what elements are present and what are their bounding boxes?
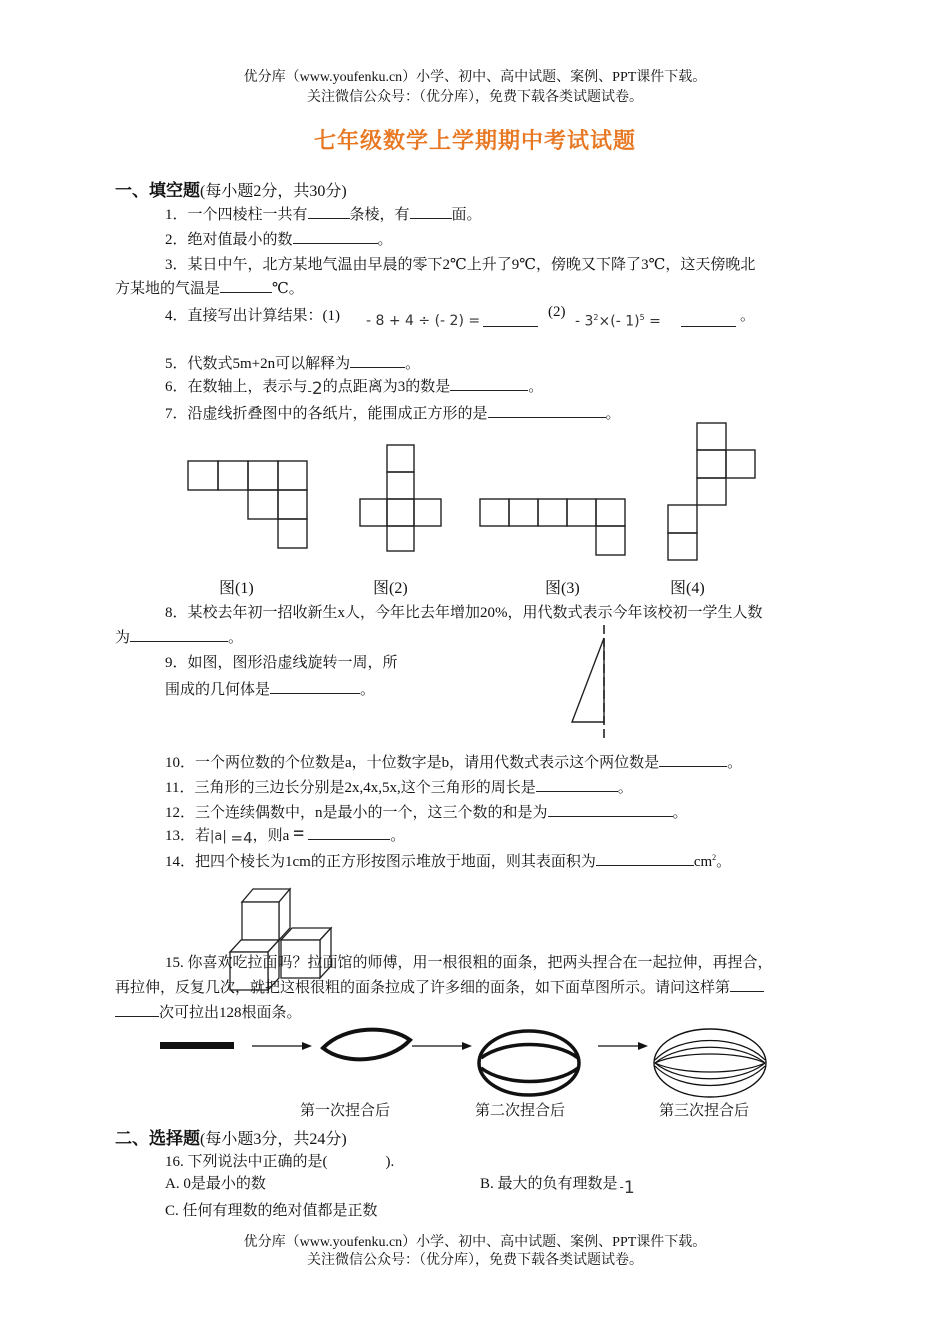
q8-text-a: 为: [115, 630, 131, 646]
fig-4-label: 图(4): [670, 580, 705, 597]
q1-text-b: 条棱，有: [349, 207, 410, 223]
noodle-caption-3: 第三次捏合后: [659, 1103, 750, 1119]
section-1-note: (每小题2分，共30分): [200, 183, 347, 200]
fig-2-label: 图(2): [373, 580, 408, 597]
q15-text-line-2: 再拉伸，反复几次，就把这根很粗的面条拉成了许多细的面条，如下面草图所示。请问这样第: [115, 980, 731, 996]
cube-net-2: [360, 445, 441, 551]
q3-text-b: ℃。: [272, 281, 304, 297]
q16-option-c[interactable]: C. 任何有理数的绝对值都是正数: [165, 1203, 378, 1219]
q4-end: 。: [740, 308, 756, 324]
footer-line-1: 优分库（www.youfenku.cn）小学、初中、高中试题、案例、PPT课件下载。: [243, 1235, 707, 1250]
q14-blank[interactable]: [596, 851, 694, 866]
q13-eq: =4: [230, 829, 253, 847]
question-8-line-2: [115, 626, 243, 647]
q6-text-a: 6．在数轴上，表示与: [165, 379, 308, 395]
cube-net-1: [188, 461, 307, 548]
q4-exp-2: 5: [639, 313, 645, 322]
q4-exp-1: 2: [593, 313, 599, 322]
question-8-line-1: 8．某校去年初一招收新生x人，今年比去年增加20%，用代数式表示今年该校初一学生人数: [165, 605, 763, 621]
q12-blank[interactable]: [548, 802, 673, 817]
q13-text-a: 13．若: [165, 828, 211, 844]
q13-eqsign: =: [293, 823, 305, 845]
q4-expr-2b: ×(- 1): [598, 313, 640, 330]
q4-part-2: (2): [548, 304, 566, 320]
section-2-heading: [115, 1124, 347, 1149]
q12-end: 。: [672, 805, 688, 821]
q16-option-b-text: B. 最大的负有理数是: [480, 1176, 618, 1192]
rotation-triangle-figure: [572, 625, 604, 738]
q16-option-b-neg: -: [619, 1180, 624, 1194]
page-title: 七年级数学上学期期中考试试题: [313, 128, 636, 153]
q6-num: 2: [311, 379, 323, 399]
section-2-note: (每小题3分，共24分): [200, 1131, 347, 1148]
q16-close: ).: [385, 1154, 395, 1170]
question-12: [165, 801, 688, 822]
noodle-caption-2: 第二次捏合后: [475, 1103, 566, 1119]
noodle-caption-1: 第一次捏合后: [300, 1103, 391, 1119]
q10-text: 10．一个两位数的个位数是a，十位数字是b，请用代数式表示这个两位数是: [165, 755, 660, 771]
q9-text-a: 围成的几何体是: [165, 682, 271, 698]
question-14: [165, 850, 731, 871]
q6-neg: -: [307, 384, 312, 398]
q9-blank[interactable]: [270, 679, 360, 694]
q9-end: 。: [360, 682, 376, 698]
q4-expr-1: - 8 + 4 ÷ (- 2) =: [366, 313, 481, 329]
q4-expr-2a: - 3: [575, 313, 594, 330]
question-15-line-3: [115, 1001, 302, 1022]
question-9-line-1: 9．如图，图形沿虚线旋转一周，所: [165, 655, 398, 671]
q6-end: 。: [528, 379, 544, 395]
q10-end: 。: [727, 755, 743, 771]
q5-end: 。: [405, 356, 421, 372]
q2-text: 2．绝对值最小的数: [165, 232, 293, 248]
q15-blank-a[interactable]: [730, 977, 764, 992]
q13-abs: |a|: [210, 829, 227, 844]
q14-end: 。: [716, 854, 732, 870]
q1-num: 1．: [165, 207, 188, 223]
q13-text-b: ，则a: [252, 828, 290, 844]
q7-text: 7．沿虚线折叠图中的各纸片，能围成正方形的是: [165, 406, 488, 422]
q13-blank[interactable]: [308, 825, 390, 840]
cube-net-3: [480, 499, 625, 555]
q4-text: 4．直接写出计算结果：(1): [165, 308, 340, 324]
fig-3-label: 图(3): [545, 580, 580, 597]
question-9-line-2: [165, 678, 375, 699]
question-10: [165, 751, 742, 772]
q8-blank[interactable]: [130, 627, 228, 642]
q3-text-a: 方某地的气温是: [115, 281, 221, 297]
footer-line-2: 关注微信公众号：（优分库），免费下载各类试题试卷。: [307, 1253, 643, 1268]
q6-text-b: 的点距离为3的数是: [322, 379, 451, 395]
cube-net-4: [668, 423, 755, 560]
fig-1-label: 图(1): [219, 580, 254, 597]
q14-unit: cm: [693, 854, 713, 870]
q12-text: 12．三个连续偶数中，n是最小的一个，这三个数的和是为: [165, 805, 548, 821]
q14-sup: 2: [712, 853, 717, 862]
q15-blank-b[interactable]: [115, 1002, 159, 1017]
q11-text: 11．三角形的三边长分别是2x,4x,5x,这个三角形的周长是: [165, 780, 536, 796]
q10-blank[interactable]: [659, 752, 727, 767]
q1-text-a: 一个四棱柱一共有: [187, 207, 308, 223]
q16-text: 16. 下列说法中正确的是(: [165, 1154, 328, 1170]
q5-text: 5．代数式5m+2n可以解释为: [165, 356, 351, 372]
header-line-2: 关注微信公众号：（优分库），免费下载各类试题试卷。: [307, 90, 643, 105]
q15-text-line-3: 次可拉出128根面条。: [159, 1005, 302, 1021]
q2-end: 。: [377, 232, 393, 248]
q16-option-a[interactable]: A. 0是最小的数: [165, 1176, 266, 1192]
question-11: [165, 776, 633, 797]
q4-expr-2c: =: [649, 313, 661, 330]
header-line-1: 优分库（www.youfenku.cn）小学、初中、高中试题、案例、PPT课件下载。: [243, 70, 707, 85]
question-16: [165, 1150, 394, 1171]
q8-end: 。: [228, 630, 244, 646]
q13-end: 。: [390, 828, 406, 844]
question-15-line-1: 15. 你喜欢吃拉面吗？拉面馆的师傅，用一根很粗的面条，把两头捏合在一起拉伸，再捏合，: [165, 955, 773, 971]
q14-text: 14．把四个棱长为1cm的正方形按图示堆放于地面，则其表面积为: [165, 854, 596, 870]
q11-blank[interactable]: [536, 777, 618, 792]
q11-end: 。: [617, 780, 633, 796]
question-13: [165, 823, 405, 847]
question-15-line-2: [115, 976, 764, 997]
stacked-cubes-figure: [230, 889, 331, 990]
noodle-figure: [160, 1029, 766, 1097]
section-2-title: 二、选择题: [115, 1129, 200, 1148]
q7-end: 。: [605, 406, 621, 422]
q16-option-b[interactable]: [480, 1172, 635, 1198]
q1-text-c: 面。: [451, 207, 482, 223]
question-3-line-1: 3．某日中午，北方某地气温由早晨的零下2℃上升了9℃，傍晚又下降了3℃，这天傍晚北: [165, 257, 756, 273]
q16-option-b-num: 1: [623, 1178, 635, 1198]
section-1-title: 一、填空题: [115, 181, 200, 200]
